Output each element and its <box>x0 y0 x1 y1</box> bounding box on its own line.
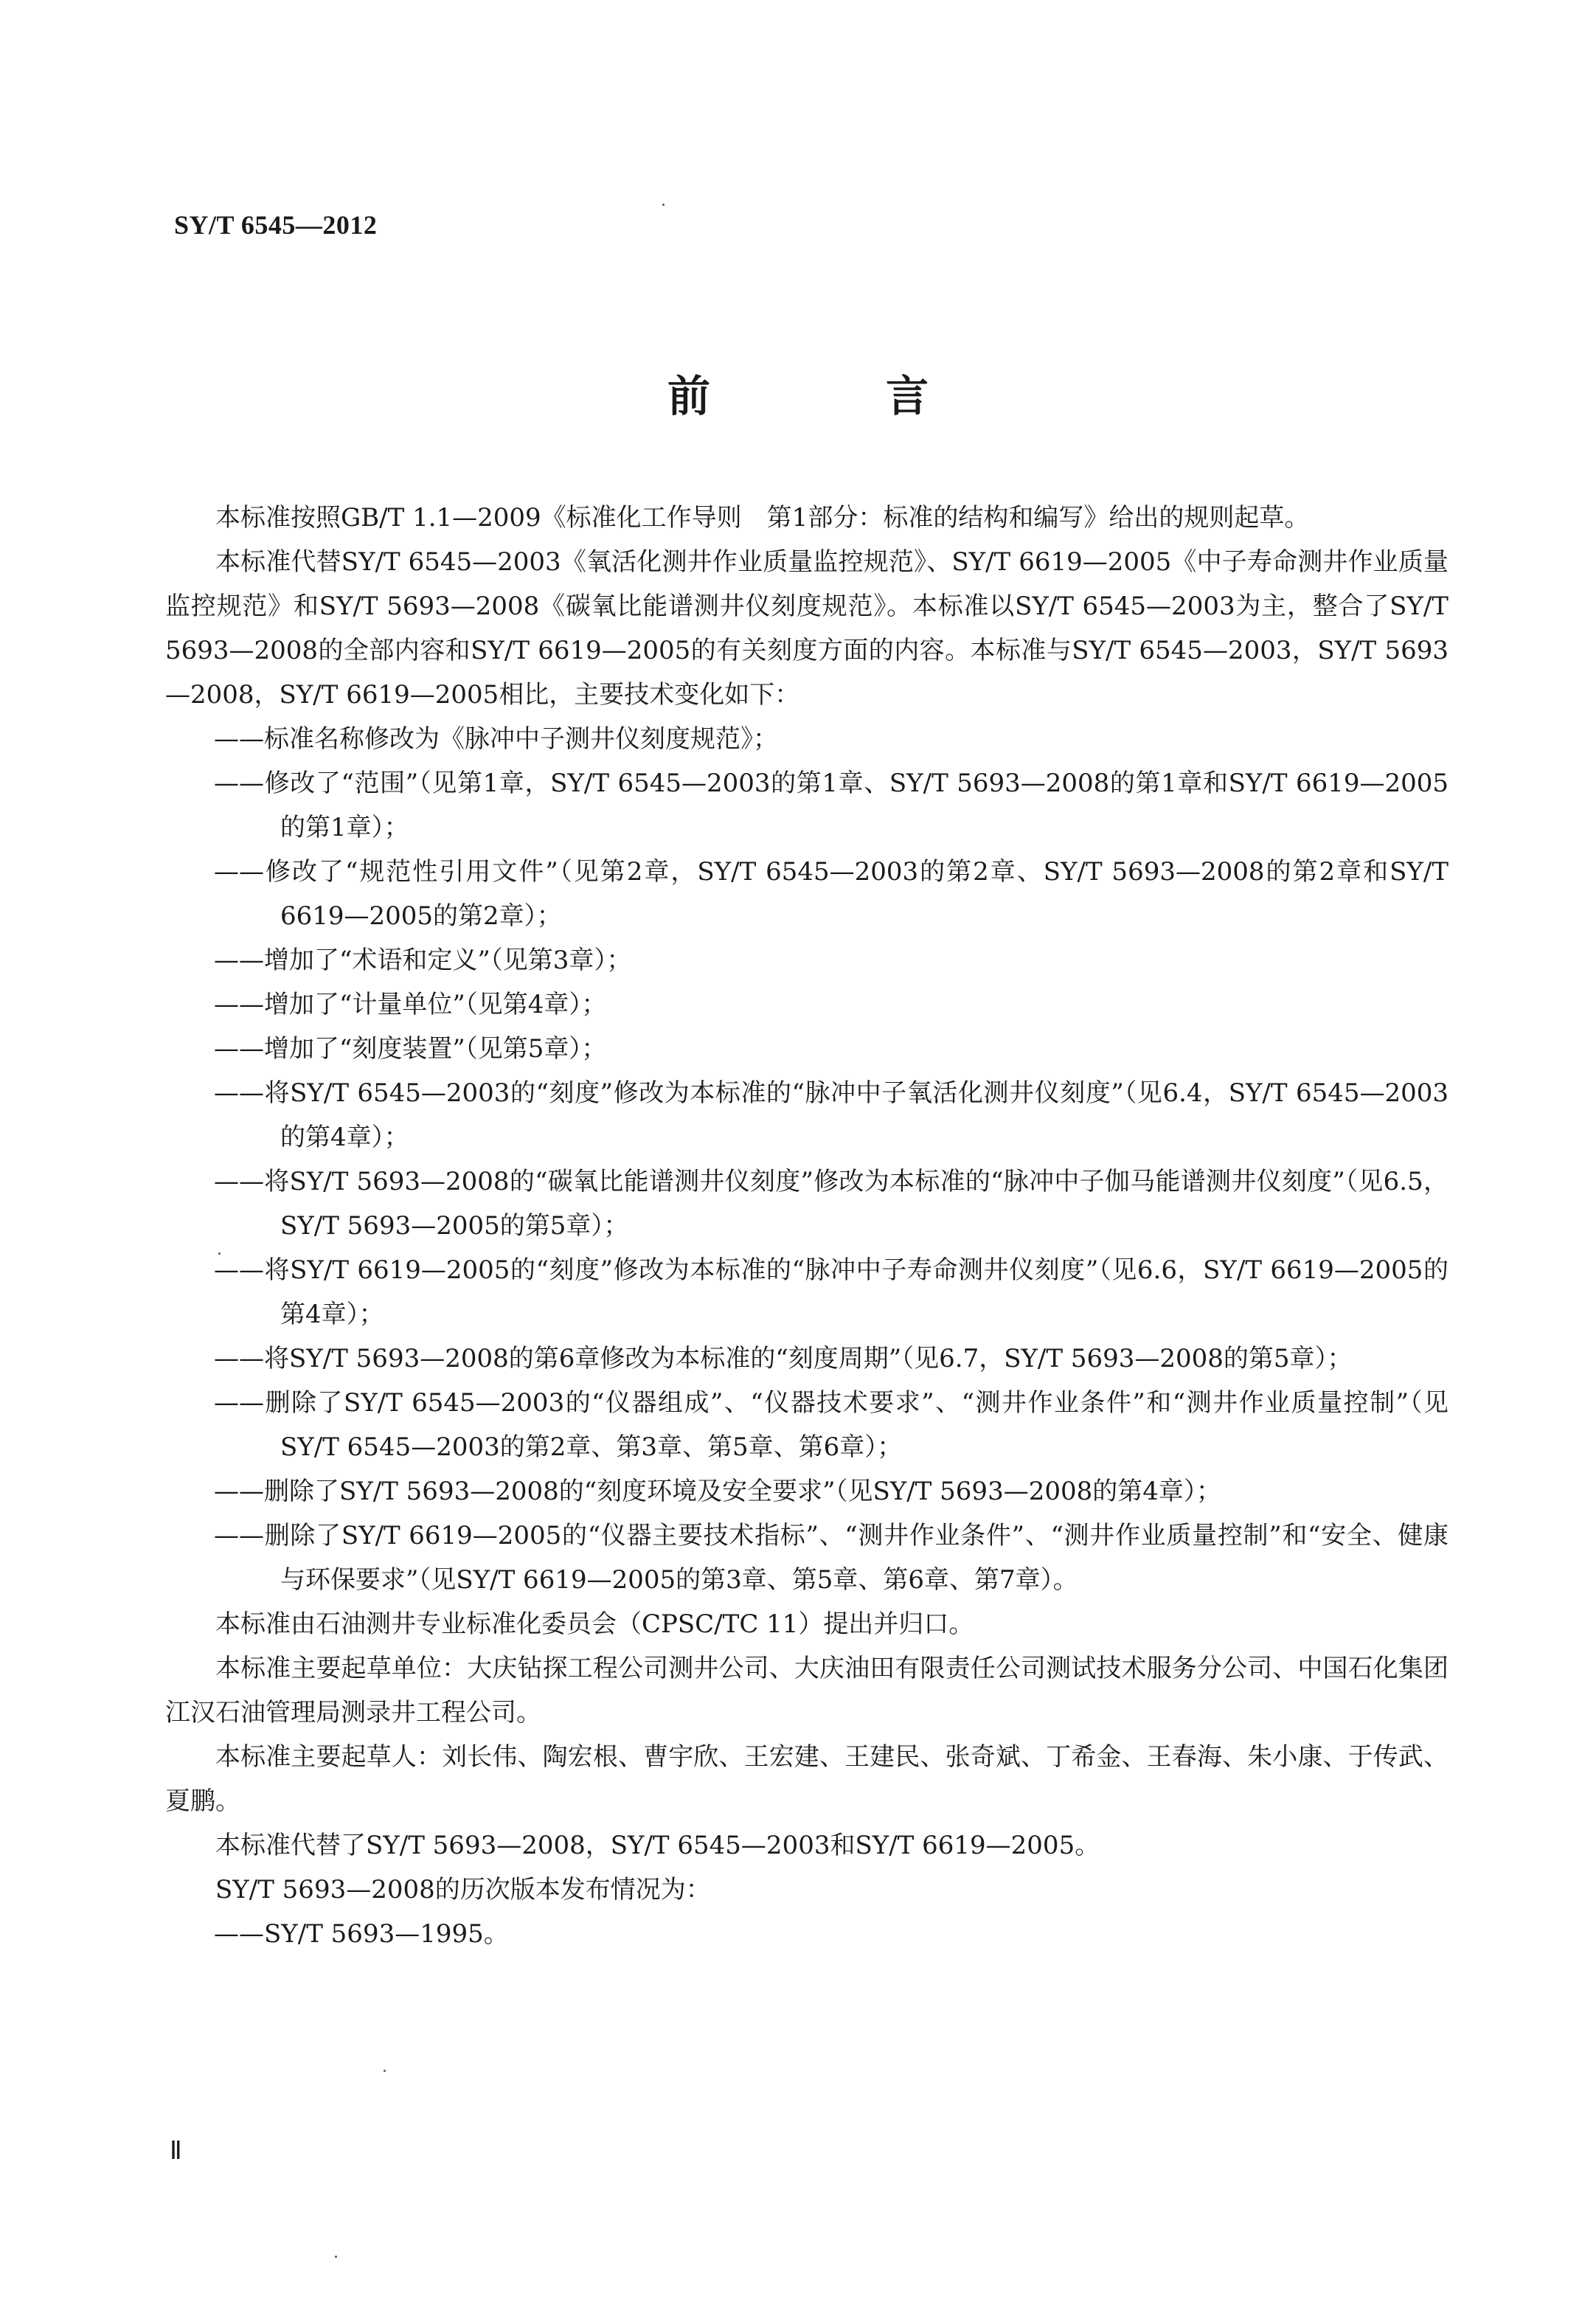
change-item: ——修改了“规范性引用文件”（见第2章，SY/T 6545—2003的第2章、SY/T 5693—2008的第2章和SY/T 6619—2005的第2章）； <box>214 857 1448 931</box>
change-item: ——将SY/T 6619—2005的“刻度”修改为本标准的“脉冲中子寿命测井仪刻度”（见6.6，SY/T 6619—2005的第4章）； <box>214 1255 1448 1329</box>
change-item: ——删除了SY/T 5693—2008的“刻度环境及安全要求”（见SY/T 5693—2008的第4章）； <box>214 1477 1221 1506</box>
change-item: ——将SY/T 6545—2003的“刻度”修改为本标准的“脉冲中子氧活化测井仪刻度”（见6.4，SY/T 6545—2003的第4章）； <box>214 1078 1448 1152</box>
document-body <box>165 496 1448 1956</box>
scan-speck <box>335 2256 337 2258</box>
standard-code: SY/T 6545—2012 <box>174 210 378 240</box>
change-item: ——增加了“计量单位”（见第4章）； <box>214 990 607 1019</box>
scan-speck <box>218 1252 221 1255</box>
change-item: ——将SY/T 5693—2008的“碳氧比能谱测井仪刻度”修改为本标准的“脉冲中子伽马能谱测井仪刻度”（见6.5，SY/T 5693—2005的第5章）； <box>214 1167 1448 1241</box>
paragraph: 本标准代替了SY/T 5693—2008，SY/T 6545—2003和SY/T 6619—2005。 <box>215 1831 1100 1860</box>
scan-speck <box>384 2070 386 2072</box>
paragraph: 本标准由石油测井专业标准化委员会（CPSC/TC 11）提出并归口。 <box>215 1609 974 1639</box>
change-item: ——修改了“范围”（见第1章，SY/T 6545—2003的第1章、SY/T 5693—2008的第1章和SY/T 6619—2005的第1章）； <box>214 769 1448 842</box>
paragraph: 本标准按照GB/T 1.1—2009《标准化工作导则 第1部分：标准的结构和编写》给出的规则起草。 <box>215 503 1310 533</box>
change-item: ——标准名称修改为《脉冲中子测井仪刻度规范》； <box>214 724 778 754</box>
paragraph: 本标准主要起草单位：大庆钻探工程公司测井公司、大庆油田有限责任公司测试技术服务分公司、中国石化集团江汉石油管理局测录井工程公司。 <box>165 1654 1448 1727</box>
paragraph: SY/T 5693—2008的历次版本发布情况为： <box>215 1875 711 1904</box>
change-item: ——增加了“术语和定义”（见第3章）； <box>214 946 632 975</box>
change-item: ——删除了SY/T 6545—2003的“仪器组成”、“仪器技术要求”、“测井作业条件”和“测井作业质量控制”（见SY/T 6545—2003的第2章、第3章、第5章、第6章）； <box>214 1388 1448 1462</box>
change-item: ——增加了“刻度装置”（见第5章）； <box>214 1034 607 1064</box>
paragraph: 本标准代替SY/T 6545—2003《氧活化测井作业质量监控规范》、SY/T 6619—2005《中子寿命测井作业质量监控规范》和SY/T 5693—2008《碳氧比能谱测井仪刻度规范》。本标准以SY/T 6545—2003为主，整合了SY/T 5693—2008的全部内容和SY/T 6619—2005的有关刻度方面的内容。本标准与SY/T 6545—2003，SY/T 5693—2008，SY/T 6619—2005相比，主要技术变化如下： <box>165 547 1448 710</box>
history-item: ——SY/T 5693—1995。 <box>214 1919 509 1949</box>
page-number: Ⅱ <box>170 2138 182 2165</box>
change-item: ——将SY/T 5693—2008的第6章修改为本标准的“刻度周期”（见6.7，SY/T 5693—2008的第5章）； <box>214 1344 1353 1373</box>
page-title: 前 言 <box>667 371 995 421</box>
scan-speck <box>662 204 665 206</box>
change-item: ——删除了SY/T 6619—2005的“仪器主要技术指标”、“测井作业条件”、“测井作业质量控制”和“安全、健康与环保要求”（见SY/T 6619—2005的第3章、第5章、第6章、第7章）。 <box>214 1521 1448 1595</box>
paragraph: 本标准主要起草人：刘长伟、陶宏根、曹宇欣、王宏建、王建民、张奇斌、丁希金、王春海、朱小康、于传武、夏鹏。 <box>165 1742 1448 1816</box>
